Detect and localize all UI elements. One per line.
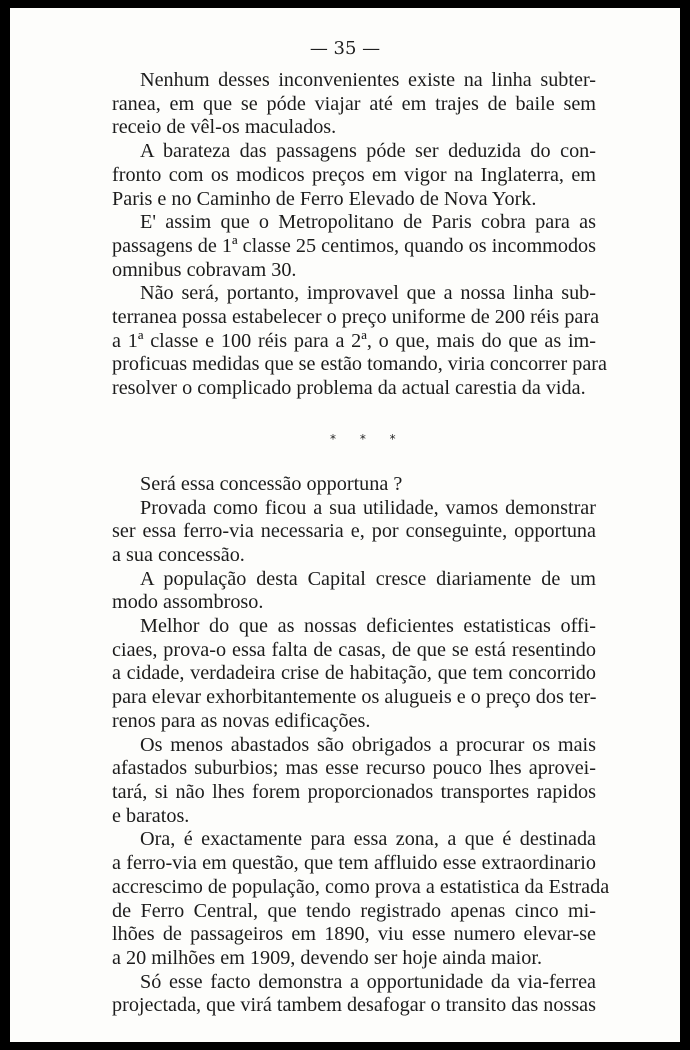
asterism: * * * xyxy=(330,431,406,446)
text-line: terranea possa estabelecer o preço uniforme de 200 réis para xyxy=(112,306,600,329)
text-line: tará, si não lhes forem proporcionados transportes rapidos xyxy=(112,780,596,803)
text-line: para elevar exhorbitantemente os alugueis e o preço dos ter- xyxy=(112,686,597,709)
text-line: de Ferro Central, que tendo registrado apenas cinco mi- xyxy=(112,899,596,922)
paragraph xyxy=(112,971,596,1018)
text-line: a ferro-via em questão, que tem affluido esse extraordinario xyxy=(112,852,596,875)
text-line: Os menos abastados são obrigados a procurar os mais xyxy=(140,733,596,756)
text-line: A barateza das passagens póde ser deduzida do con- xyxy=(140,140,596,163)
text-line: Melhor do que as nossas deficientes estatisticas offi- xyxy=(140,615,596,638)
page-number: — 35 — xyxy=(309,38,381,59)
paragraph xyxy=(112,69,596,140)
paragraph xyxy=(112,497,596,568)
text-line: ciaes, prova-o essa falta de casas, de que se está resentindo xyxy=(112,638,596,661)
text-line: Paris e no Caminho de Ferro Elevado de Nova York. xyxy=(112,187,537,210)
section-separator xyxy=(112,401,596,473)
paragraph xyxy=(112,473,596,497)
text-line: passagens de 1ª classe 25 centimos, quando os incommodos xyxy=(112,234,596,257)
text-line: Não será, portanto, improvavel que a nossa linha sub- xyxy=(140,282,596,305)
paragraph xyxy=(112,734,596,829)
text-line: afastados suburbios; mas esse recurso pouco lhes aprovei- xyxy=(112,757,596,780)
text-line: modo assombroso. xyxy=(112,591,264,614)
text-line: Será essa concessão opportuna ? xyxy=(140,472,403,495)
text-line: ser essa ferro-via necessaria e, por conseguinte, opportuna xyxy=(112,520,596,543)
paragraph xyxy=(112,615,596,734)
text-line: accrescimo de população, como prova a estatistica da Estrada xyxy=(112,875,610,898)
text-line: ranea, em que se póde viajar até em trajes de baile sem xyxy=(112,92,596,115)
text-line: e baratos. xyxy=(112,804,190,827)
paragraph xyxy=(112,211,596,282)
text-line: a 20 milhões em 1909, devendo ser hoje ainda maior. xyxy=(112,946,542,969)
text-line: a 1ª classe e 100 réis para a 2ª, o que, mais do que as im- xyxy=(112,329,596,352)
paragraph xyxy=(112,568,596,615)
paragraph xyxy=(112,828,610,970)
text-line: a cidade, verdadeira crise de habitação, que tem concorrido xyxy=(112,662,596,685)
text-line: renos para as novas edificações. xyxy=(112,709,371,732)
paragraph xyxy=(112,282,607,401)
text-line: omnibus cobravam 30. xyxy=(112,258,297,281)
text-line: proficuas medidas que se estão tomando, viria concorrer para xyxy=(112,353,607,376)
book-page xyxy=(10,8,680,1042)
page-body-text xyxy=(112,69,610,1018)
text-line: Nenhum desses inconvenientes existe na linha subter- xyxy=(140,69,596,91)
text-line: E' assim que o Metropolitano de Paris cobra para as xyxy=(140,211,596,234)
text-line: A população desta Capital cresce diariamente de um xyxy=(140,567,596,590)
text-line: Ora, é exactamente para essa zona, a que é destinada xyxy=(140,828,596,851)
text-line: receio de vêl-os maculados. xyxy=(112,116,337,139)
text-line: a sua concessão. xyxy=(112,543,245,566)
paragraph xyxy=(112,140,596,211)
text-line: projectada, que virá tambem desafogar o transito das nossas xyxy=(112,994,596,1017)
text-line: fronto com os modicos preços em vigor na Inglaterra, em xyxy=(112,163,596,186)
text-line: lhões de passageiros em 1890, viu esse numero elevar-se xyxy=(112,923,596,946)
text-line: Provada como ficou a sua utilidade, vamos demonstrar xyxy=(140,496,596,519)
text-line: resolver o complicado problema da actual carestia da vida. xyxy=(112,377,586,400)
text-line: Só esse facto demonstra a opportunidade da via-ferrea xyxy=(140,970,596,993)
